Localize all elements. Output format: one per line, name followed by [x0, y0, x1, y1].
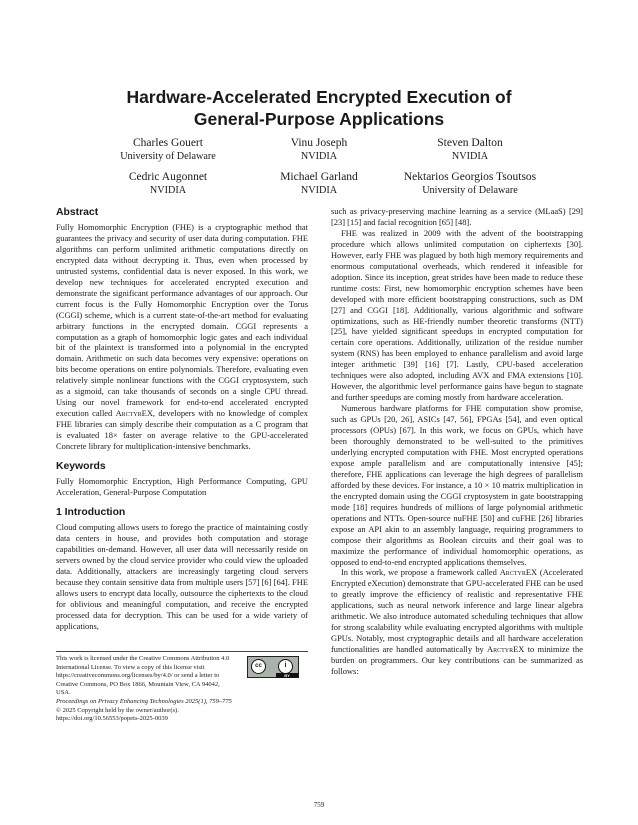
right-paragraph-1: such as privacy-preserving machine learning as a service (MLaaS) [29] [23] [15] and facial recognition [65] [48].	[331, 206, 583, 227]
attribution-icon: i	[278, 659, 293, 674]
author-affiliation: NVIDIA	[300, 151, 338, 162]
keywords-heading: Keywords	[56, 461, 106, 473]
right-column	[331, 206, 583, 677]
right-paragraph-3: Numerous hardware platforms for FHE computation show promise, such as GPUs [20, 26], ASICs [47, 56], FPGAs [54], and even optical processors (OPUs) [67]. In this work, we focus on GPUs, which have been thoroughly demonstrated to be well-suited to the primitives underlying encrypted computation with FHE. Most encrypted operations expose ample parallelism and are computationally intensive [45]; therefore, FHE applications can leverage the high degrees of parallelism afforded by these devices. For instance, a 10 × 10 matrix multiplication in the encrypted domain using the CGGI cryptosystem in gate bootstrapping mode [18] requires hundreds of millions of large polynomial arithmetic operations and NTTs. Open-source nuFHE [50] and cuFHE [26] libraries expose an API akin to an assembly language, requiring programmers to compose their algorithms as Boolean circuits and their goal was to maximize the performance of individual homomorphic operations, as opposed to end-to-end encrypted applications themselves.	[331, 403, 583, 567]
by-label: BY	[276, 673, 298, 678]
left-column	[56, 206, 308, 631]
cc-by-badge[interactable]	[247, 656, 299, 678]
framework-name: ArctyrEX	[499, 567, 538, 578]
author-name: Michael Garland	[280, 171, 358, 183]
paper-title	[0, 86, 638, 130]
right-paragraph-2: FHE was realized in 2009 with the advent of the bootstrapping procedure which allows unlimited computation on ciphertexts [30]. However, early FHE was plagued by both high memory requirements and enormous computational overheads, which rendered it infeasible for adoption. Since its inception, great strides have been made to reduce these runtime costs: First, new homomorphic encryption schemes have been developed with more efficient bootstrapping constructions, such as DM [27] and CGGI [18]. Additionally, various algorithmic and software optimizations, such as HE-friendly number theoretic transforms (NTT) [25], have yielded significant speedups in encrypted computation for certain core operations. Additionally, utilization of the residue number system (RNS) has been employed to enhance parallelism and avoid large integer arithmetic [39] [16] [7]. Lastly, CPU-based acceleration techniques were also adopted, including AVX and FMA extensions [10]. However, the algorithmic level performance gains have begun to stagnate and further speedups are coming mostly from hardware acceleration.	[331, 227, 583, 403]
framework-name: ArctyrEX	[487, 644, 525, 655]
abstract-text: Fully Homomorphic Encryption (FHE) is a cryptographic method that guarantees the privacy and security of user data during computation. FHE algorithms can perform unlimited arithmetic computations directly on encrypted data without decrypting it. Thus, even when processed by untrusted systems, confidential data is never exposed. In this work, we develop new techniques for accelerated encrypted execution and demonstrate the significant performance advantages of our approach. Our current focus is the Fully Homomorphic Encryption over the Torus (CGGI) scheme, which is a current state-of-the-art method for evaluating arbitrary functions in the encrypted domain. CGGI represents a computation as a graph of homomorphic logic gates and each individual bit of the plaintext is transformed into a polynomial in the encrypted domain. Arithmetic on such data becomes very expensive: operations on bits become operations on entire polynomials. Therefore, evaluating even relatively simple nonlinear functions with the CGGI cryptosystem, such as a sigmoid, can take thousands of seconds on a single CPU thread. Using our novel framework for end-to-end accelerated encrypted execution called ArctyrEX, developers with no knowledge of complex FHE libraries can simply describe their computation as a C program that is evaluated 18× faster on average relative to the GPU-accelerated Concrete library for multiplication-intensive benchmarks.	[56, 222, 308, 452]
doi-link[interactable]: https://doi.org/10.56553/popets-2025-0039	[56, 715, 168, 723]
framework-name: ArctyrEX	[115, 408, 153, 419]
author-affiliation: NVIDIA	[451, 151, 489, 162]
introduction-heading: 1 Introduction	[56, 506, 126, 518]
author-name: Vinu Joseph	[290, 137, 348, 149]
keywords-text: Fully Homomorphic Encryption, High Performance Computing, GPU Acceleration, General-Purpose Computation	[56, 476, 308, 497]
abstract-heading: Abstract	[56, 207, 99, 218]
author-name: Cedric Augonnet	[128, 171, 208, 183]
author-affiliation: University of Delaware	[422, 185, 518, 196]
right-paragraph-4: In this work, we propose a framework called ArctyrEX (Accelerated Encrypted eXecution) demonstrate that GPU-accelerated FHE can be used to greatly improve the efficiency of realistic and representative FHE applications, such as neural network inference and large linear algebra arithmetic. We also introduce automated scheduling techniques that allow for strong scalability while evaluating encrypted algorithms with multiple GPUs. Notably, most cryptographic details and all hardware acceleration functionalities are handled automatically by ArctyrEX to minimize the burden on programmers. Our key contributions can be summarized as follows:	[331, 567, 583, 677]
creative-commons-icon: cc	[251, 659, 266, 674]
license-text: This work is licensed under the Creative Commons Attribution 4.0 International License. To view a copy of this license visit https://creativecommons.org/licenses/by/4.0/ or send a letter to Creative Commons, PO Box 1866, Mountain View, CA 94042, USA.	[56, 655, 230, 697]
author-name: Steven Dalton	[437, 137, 503, 149]
license-footer	[56, 651, 308, 724]
page-number: 759	[313, 801, 325, 809]
author-name: Nektarios Georgios Tsoutsos	[403, 171, 537, 183]
copyright-line: © 2025 Copyright held by the owner/author(s).	[56, 706, 179, 714]
intro-paragraph-1: Cloud computing allows users to forego the practice of maintaining costly data centers in house, and provides both computation and storage capabilities on-demand. However, all user data will necessarily reside on servers owned by the cloud service provider who could view the uploaded data. Additionally, attackers are increasingly targeting cloud servers because they contain sensitive data from multiple users [57] [6] [64]. FHE allows users to encrypt data locally, outsource the ciphertexts to the cloud for oblivious and meaningful computation, and receive the encrypted processed data for decryption. This can be used for a wide variety of applications,	[56, 521, 308, 631]
author-6	[370, 170, 570, 197]
author-affiliation: NVIDIA	[149, 185, 187, 196]
proceedings-line: Proceedings on Privacy Enhancing Technologies 2025(1), 759–775	[56, 697, 232, 705]
title-line-2: General-Purpose Applications	[193, 109, 445, 129]
title-line-1: Hardware-Accelerated Encrypted Execution of	[126, 87, 512, 107]
author-affiliation: NVIDIA	[300, 185, 338, 196]
author-name: Charles Gouert	[133, 137, 203, 149]
author-3	[370, 136, 570, 163]
author-affiliation: University of Delaware	[120, 151, 216, 162]
